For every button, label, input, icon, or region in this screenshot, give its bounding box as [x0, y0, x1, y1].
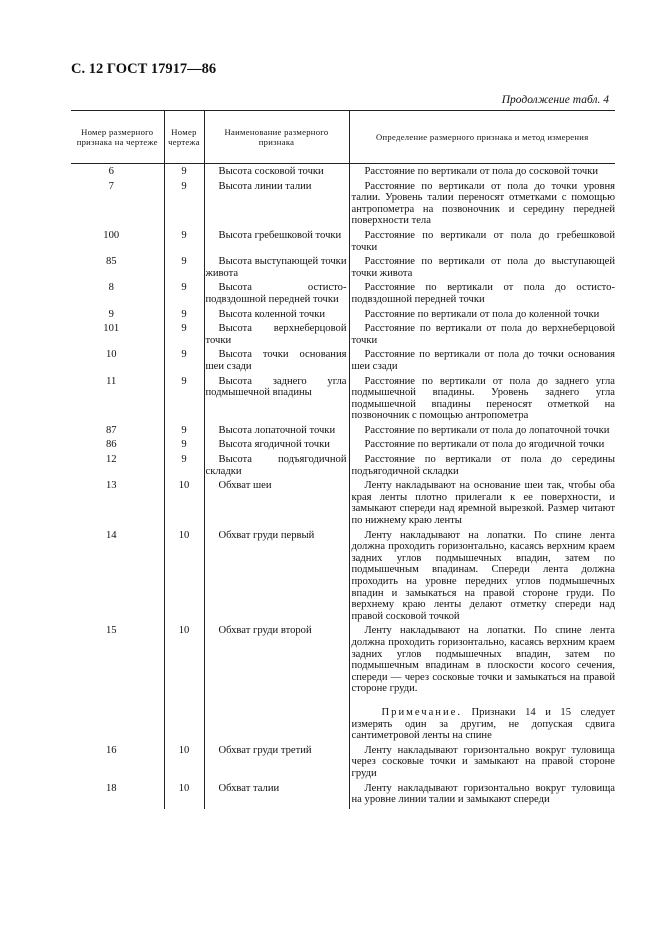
- drawing-number: 10: [164, 530, 204, 626]
- feature-definition: Расстояние по вертикали от пола до коленной точки: [349, 309, 615, 324]
- feature-definition: Расстояние по вертикали от пола до остисто-подвздошной передней точки: [349, 282, 615, 308]
- feature-number: 18: [105, 782, 117, 794]
- table-row: [71, 625, 615, 744]
- feature-name: Высота линии талии: [204, 181, 349, 230]
- drawing-number: 9: [164, 323, 204, 349]
- table-row: [71, 439, 615, 454]
- table-row: [71, 425, 615, 440]
- note-label: Примечание.: [381, 706, 462, 718]
- feature-number: 9: [108, 308, 114, 320]
- table-row: [71, 376, 615, 425]
- feature-name: Высота ягодичной точки: [204, 439, 349, 454]
- feature-number: 11: [106, 375, 117, 387]
- feature-number: 100: [103, 229, 120, 241]
- table-row: [71, 745, 615, 783]
- drawing-number: 9: [164, 454, 204, 480]
- feature-name: Высота выступающей точки живота: [204, 256, 349, 282]
- drawing-number: 9: [164, 282, 204, 308]
- feature-number: 15: [105, 625, 117, 637]
- feature-name: Высота точки основания шеи сзади: [204, 349, 349, 375]
- table-row: [71, 230, 615, 256]
- drawing-number: 9: [164, 425, 204, 440]
- column-header-definition: Определение размерного признака и метод измерения: [349, 111, 615, 164]
- drawing-number: 9: [164, 164, 204, 181]
- table-row: [71, 282, 615, 308]
- feature-definition: Ленту накладывают горизонтально вокруг туловища на уровне линии талии и замыкают спереди: [349, 783, 615, 809]
- table-row: [71, 323, 615, 349]
- feature-name: Высота подъягодичной складки: [204, 454, 349, 480]
- table-row: [71, 256, 615, 282]
- drawing-number: 9: [164, 230, 204, 256]
- feature-name: Высота коленной точки: [204, 309, 349, 324]
- drawing-number: 9: [164, 349, 204, 375]
- feature-name: Высота заднего угла подмышечной впадины: [204, 376, 349, 425]
- table-continuation-label: Продолжение табл. 4: [501, 94, 609, 106]
- drawing-number: 9: [164, 439, 204, 454]
- feature-name: Обхват груди первый: [204, 530, 349, 626]
- feature-name: Обхват груди третий: [204, 745, 349, 783]
- feature-definition: Расстояние по вертикали от пола до точки уровня талии. Уровень талии переносят отметками с помощью антропометра на позвоночник и середину передней поверхности тела: [349, 181, 615, 230]
- drawing-number: 9: [164, 376, 204, 425]
- measurements-table: [71, 110, 615, 809]
- feature-definition: Расстояние по вертикали от пола до заднего угла подмышечной впадины. Уровень заднего угла подмышечной впадины переносят отметкой на позвоночник с помощью антропометра: [349, 376, 615, 425]
- feature-number: 86: [105, 439, 117, 451]
- feature-definition: Расстояние по вертикали от пола до лопаточной точки: [349, 425, 615, 440]
- feature-definition: Ленту накладывают горизонтально вокруг туловища через сосковые точки и замыкают на правой стороне груди: [349, 745, 615, 783]
- feature-name: Высота остисто-подвздошной передней точки: [204, 282, 349, 308]
- feature-name: Высота лопаточной точки: [204, 425, 349, 440]
- feature-definition: Расстояние по вертикали от пола до сосковой точки: [349, 164, 615, 181]
- feature-number: 87: [105, 424, 117, 436]
- feature-number: 101: [103, 323, 120, 335]
- drawing-number: 10: [164, 783, 204, 809]
- table-row: [71, 181, 615, 230]
- feature-definition: Ленту накладывают на основание шеи так, чтобы оба края ленты плотно прилегали к ее поверхности, и замыкают спереди над яремной вырезкой. Размер читают по нижнему краю ленты: [349, 480, 615, 529]
- feature-number: 85: [105, 256, 117, 268]
- feature-definition: Ленту накладывают на лопатки. По спине лента должна проходить горизонтально, касаясь верхним краем задних углов подмышечных впадин, затем по подмышечным впадинам. Спереди лента должна проходить на уровне передних углов подмышечных впадин и замыкаться на правой стороне груди. По верхнему краю ленты делают отметку спереди над правой сосковой точкой: [349, 530, 615, 626]
- drawing-number: 10: [164, 625, 204, 744]
- page-header: С. 12 ГОСТ 17917—86: [71, 61, 217, 77]
- feature-definition: Расстояние по вертикали от пола до точки основания шеи сзади: [349, 349, 615, 375]
- drawing-number: 10: [164, 745, 204, 783]
- feature-number: 12: [105, 454, 117, 466]
- feature-number: 8: [108, 282, 114, 294]
- feature-name: Высота сосковой точки: [204, 164, 349, 181]
- feature-definition: Ленту накладывают на лопатки. По спине лента должна проходить горизонтально, касаясь верхним краем задних углов подмышечных впадин, затем по подмышечным впадинам в плоскости косого сечения, спереди — через сосковые точки и замыкаться на правой стороне груди.: [351, 625, 615, 695]
- drawing-number: 9: [164, 256, 204, 282]
- feature-definition: Расстояние по вертикали от пола до середины подъягодичной складки: [349, 454, 615, 480]
- drawing-number: 9: [164, 309, 204, 324]
- feature-definition: Расстояние по вертикали от пола до верхнеберцовой точки: [349, 323, 615, 349]
- feature-name: Высота гребешковой точки: [204, 230, 349, 256]
- table-row: [71, 309, 615, 324]
- drawing-number: 9: [164, 181, 204, 230]
- feature-number: 13: [105, 480, 117, 492]
- table-row: [71, 349, 615, 375]
- table-row: [71, 454, 615, 480]
- feature-definition: Расстояние по вертикали от пола до выступающей точки живота: [349, 256, 615, 282]
- column-header-drawing-number: Номер чертежа: [164, 111, 204, 164]
- table-row: [71, 530, 615, 626]
- table-row: [71, 783, 615, 809]
- feature-number: 10: [105, 349, 117, 361]
- feature-definition-cell: [349, 625, 615, 744]
- note-text: Признаки 14 и 15 следует измерять один за другим, не допуская сдвига сантиметровой ленты на спине: [351, 706, 615, 742]
- column-header-feature-name: Наименование размерного признака: [204, 111, 349, 164]
- table-row: [71, 480, 615, 529]
- column-header-feature-number: Номер размерного признака на чертеже: [71, 111, 164, 164]
- feature-number: 16: [105, 744, 117, 756]
- feature-number: 6: [108, 166, 114, 177]
- feature-name: Обхват талии: [204, 783, 349, 809]
- drawing-number: 10: [164, 480, 204, 529]
- feature-definition: Расстояние по вертикали от пола до ягодичной точки: [349, 439, 615, 454]
- feature-name: Обхват шеи: [204, 480, 349, 529]
- feature-name: Высота верхнеберцовой точки: [204, 323, 349, 349]
- feature-name: Обхват груди второй: [204, 625, 349, 744]
- feature-number: 7: [108, 180, 114, 192]
- table-header-row: [71, 111, 615, 164]
- table-note: [352, 707, 616, 742]
- table-row: [71, 164, 615, 181]
- feature-definition: Расстояние по вертикали от пола до гребешковой точки: [349, 230, 615, 256]
- feature-number: 14: [105, 529, 117, 541]
